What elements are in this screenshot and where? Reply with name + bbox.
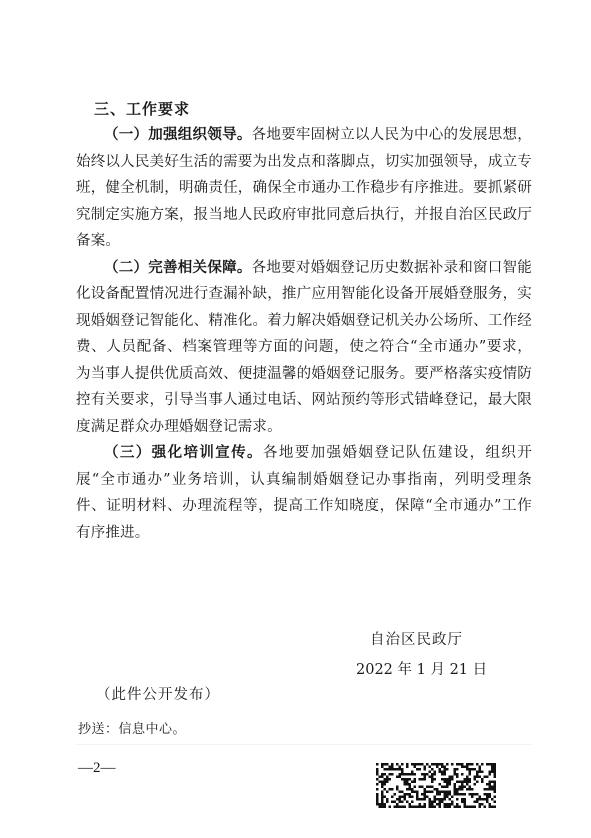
barcode-icon [375,763,497,808]
paragraph-3-text: 各地要加强婚姻登记队伍建设，组织开展“全市通办”业务培训，认真编制婚姻登记办事指南，列明受理条件、证明材料、办理流程等，提高工作知晓度，保障“全市通办”工作有序推进。 [76,445,533,541]
page-number: —2— [78,760,116,776]
section-heading: 三、工作要求 [94,100,191,118]
body-text [76,122,532,546]
issuer-signature: 自治区民政厅 [370,632,463,648]
issue-date: 2022 年 1 月 21 日 [356,662,488,678]
publication-note: （此件公开发布） [96,687,220,703]
paragraph-2-text: 各地要对婚姻登记历史数据补录和窗口智能化设备配置情况进行查漏补缺，推广应用智能化设备开展婚登服务，实现婚姻登记智能化、精准化。着力解决婚姻登记机关办公场所、工作经费、人员配备、档案管理等方面的问题，使之符合“全市通办”要求，为当事人提供优质高效、便捷温馨的婚姻登记服务。要严格落实疫情防控有关要求，引导当事人通过电话、网站预约等形式错峰登记，最大限度满足群众办理婚姻登记需求。 [76,259,532,435]
paragraph-2 [76,255,532,441]
paragraph-3 [76,440,532,546]
cc-line: 抄送：信息中心。 [78,722,187,737]
paragraph-3-title: （三）强化培训宣传。 [104,445,263,461]
paragraph-1-text: 各地要牢固树立以人民为中心的发展思想，始终以人民美好生活的需要为出发点和落脚点，切实加强领导，成立专班，健全机制，明确责任，确保全市通办工作稳步有序推进。要抓紧研究制定实施方案，报当地人民政府审批同意后执行，并报自治区民政厅备案。 [76,127,532,249]
paragraph-2-title: （二）完善相关保障。 [104,259,252,276]
cc-divider [76,744,532,745]
paragraph-1 [76,122,532,255]
paragraph-1-title: （一）加强组织领导。 [104,127,252,143]
